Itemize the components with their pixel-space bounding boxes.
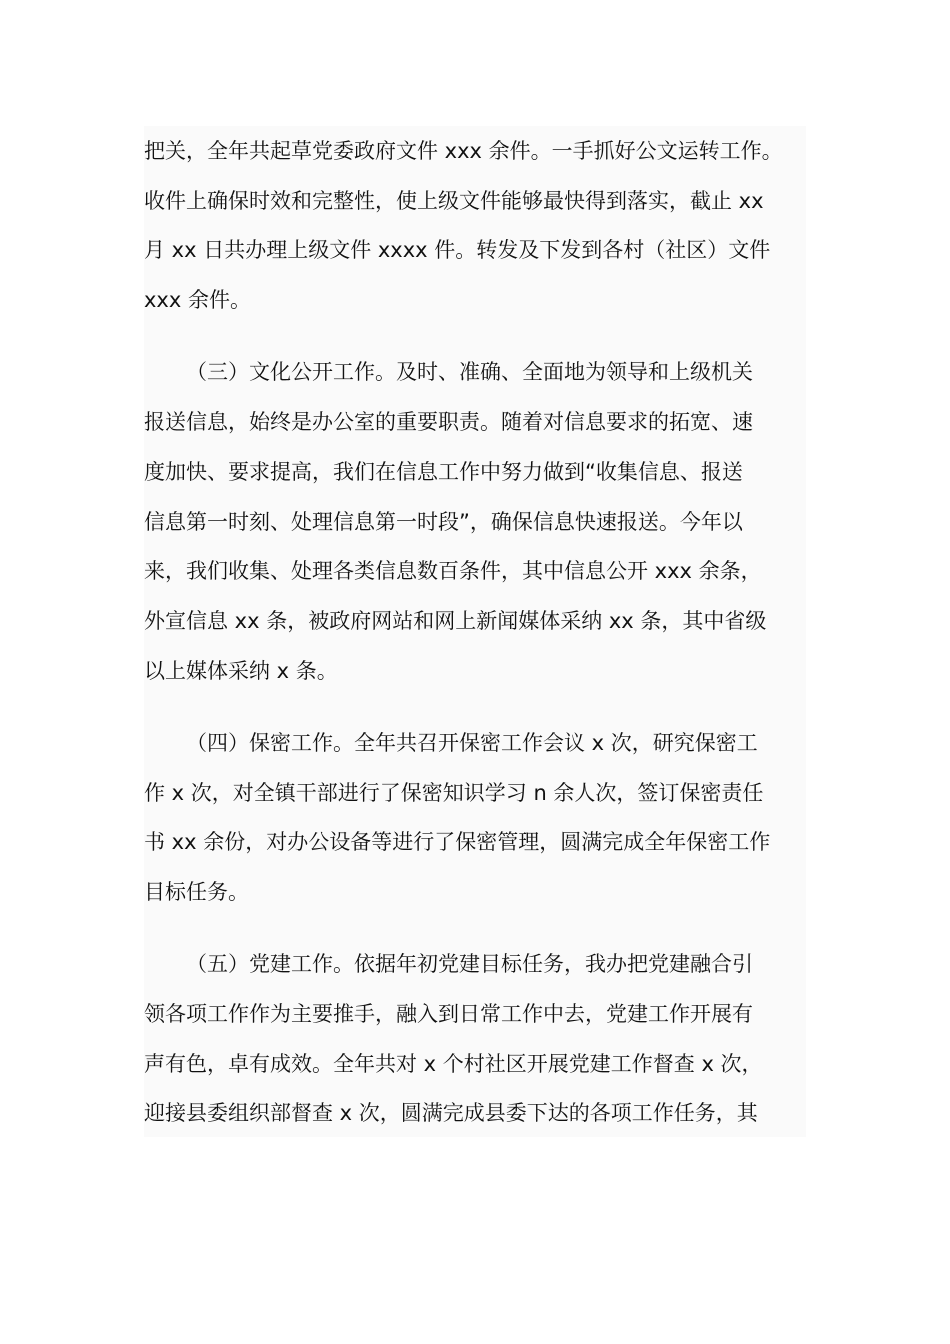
- text-line: 信息第一时刻、处理信息第一时段”，确保信息快速报送。今年以: [144, 510, 743, 534]
- text-line: xxx 余件。: [144, 288, 251, 312]
- text-line: 迎接县委组织部督查 x 次，圆满完成县委下达的各项工作任务，其: [144, 1101, 758, 1125]
- document-body: [144, 126, 806, 1137]
- text-line: 声有色，卓有成效。全年共对 x 个村社区开展党建工作督查 x 次，: [144, 1052, 763, 1076]
- text-line: 把关，全年共起草党委政府文件 xxx 余件。一手抓好公文运转工作。: [144, 139, 783, 163]
- text-line: 领各项工作作为主要推手，融入到日常工作中去，党建工作开展有: [144, 1002, 753, 1026]
- text-line: 收件上确保时效和完整性，使上级文件能够最快得到落实，截止 xx: [144, 189, 764, 213]
- text-line: 作 x 次，对全镇干部进行了保密知识学习 n 余人次，签订保密责任: [144, 781, 764, 805]
- section-heading-line: （四）保密工作。全年共召开保密工作会议 x 次，研究保密工: [186, 731, 758, 755]
- text-line: 外宣信息 xx 条，被政府网站和网上新闻媒体采纳 xx 条，其中省级: [144, 609, 767, 633]
- text-line: 来，我们收集、处理各类信息数百条件，其中信息公开 xxx 余条，: [144, 559, 762, 583]
- section-heading-line: （三）文化公开工作。及时、准确、全面地为领导和上级机关: [186, 360, 753, 384]
- text-line: 月 xx 日共办理上级文件 xxxx 件。转发及下发到各村（社区）文件: [144, 238, 771, 262]
- text-line: 报送信息，始终是办公室的重要职责。随着对信息要求的拓宽、速: [144, 410, 753, 434]
- text-line: 目标任务。: [144, 880, 249, 904]
- text-line: 以上媒体采纳 x 条。: [144, 659, 338, 683]
- text-line: 度加快、要求提高，我们在信息工作中努力做到“收集信息、报送: [144, 460, 743, 484]
- text-line: 书 xx 余份，对办公设备等进行了保密管理，圆满完成全年保密工作: [144, 830, 771, 854]
- section-heading-line: （五）党建工作。依据年初党建目标任务，我办把党建融合引: [186, 952, 753, 976]
